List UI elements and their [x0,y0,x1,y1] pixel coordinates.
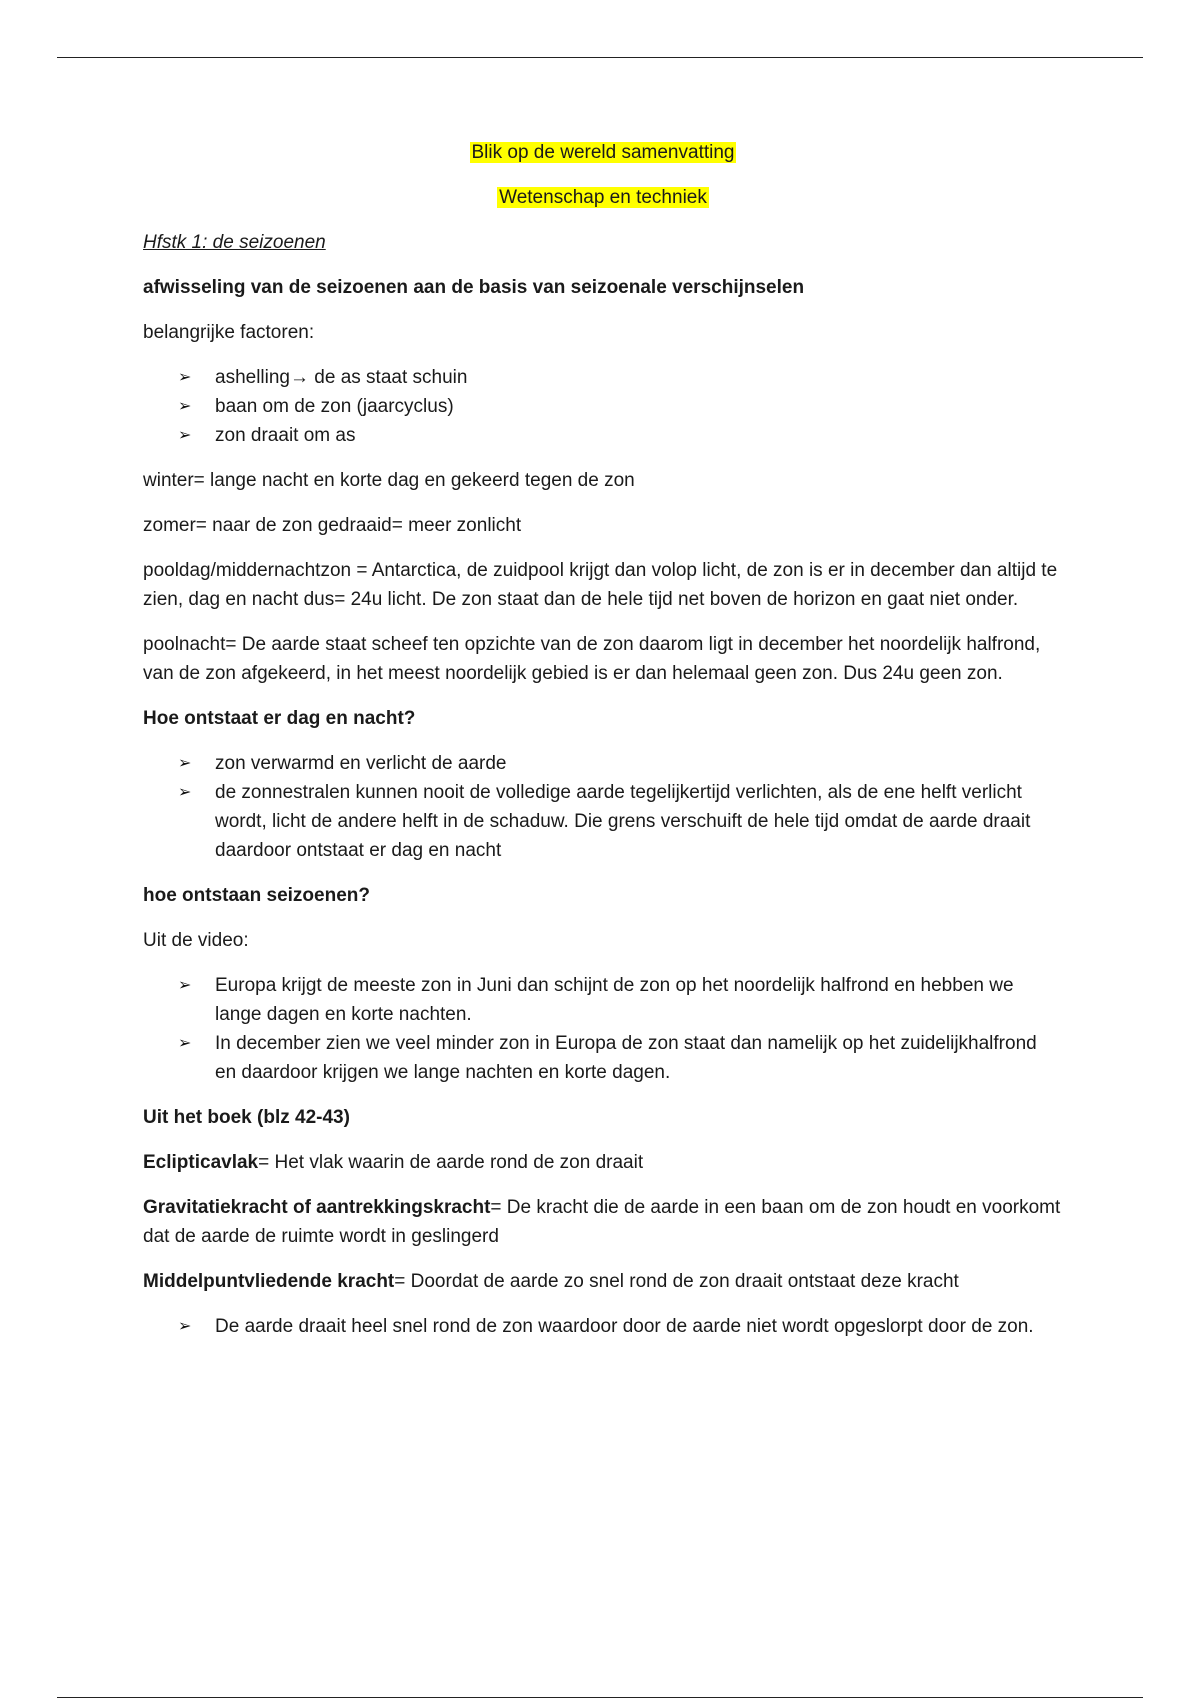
chapter-heading: Hfstk 1: de seizoenen [143,232,326,253]
arrow-bullet-icon: ➢ [178,427,192,444]
list-item-text: In december zien we veel minder zon in Europa de zon staat dan namelijk op het zuidelijkhalfrond en daardoor krijgen we lange nachten en korte dagen. [215,1033,1037,1083]
arrow-bullet-icon: ➢ [178,977,192,994]
day-night-list [143,749,1063,865]
list-item [178,1312,1063,1341]
centrifugal-definition [143,1267,1063,1296]
gravitation-definition [143,1193,1063,1251]
centrifugal-list [143,1312,1063,1341]
list-item [178,749,1063,778]
section-heading-book: Uit het boek (blz 42-43) [143,1107,350,1128]
arrow-bullet-icon: ➢ [178,755,192,772]
list-item [178,778,1063,865]
arrow-bullet-icon: ➢ [178,398,192,415]
footer-rule [57,1697,1143,1698]
list-item [178,363,1063,392]
ecliptica-text: = Het vlak waarin de aarde rond de zon draait [258,1152,644,1173]
gravitation-text: = De kracht die de aarde in een baan om de zon houdt en voorkomt dat de aarde de ruimte wordt in geslingerd [143,1197,1061,1247]
list-item [178,971,1063,1029]
gravitation-term: Gravitatiekracht of aantrekkingskracht [143,1197,491,1218]
arrow-bullet-icon: ➢ [178,784,192,801]
arrow-bullet-icon: ➢ [178,1035,192,1052]
list-item-text: De aarde draait heel snel rond de zon waardoor door de aarde niet wordt opgeslorpt door de zon. [215,1316,1034,1337]
list-item [178,392,1063,421]
factors-list [143,363,1063,450]
centrifugal-term: Middelpuntvliedende kracht [143,1271,395,1292]
list-item-text: ashelling→ de as staat schuin [215,367,468,388]
ecliptica-definition [143,1148,1063,1177]
section-heading-seasons: afwisseling van de seizoenen aan de basis van seizoenale verschijnselen [143,277,805,298]
video-label: Uit de video: [143,930,249,951]
winter-paragraph: winter= lange nacht en korte dag en gekeerd tegen de zon [143,470,635,491]
arrow-bullet-icon: ➢ [178,1318,192,1335]
factors-label: belangrijke factoren: [143,322,315,343]
list-item-text: de zonnestralen kunnen nooit de volledige aarde tegelijkertijd verlichten, als de ene helft verlicht wordt, licht de andere helft in de schaduw. Die grens verschuift de hele tijd omdat de aarde draait daardoor ontstaat er dag en nacht [215,782,1031,861]
ecliptica-term: Eclipticavlak [143,1152,259,1173]
list-item-text: zon verwarmd en verlicht de aarde [215,753,507,774]
arrow-bullet-icon: ➢ [178,369,192,386]
video-list [143,971,1063,1087]
poolnacht-paragraph: poolnacht= De aarde staat scheef ten opzichte van de zon daarom ligt in december het noordelijk halfrond, van de zon afgekeerd, in het meest noordelijk gebied is er dan helemaal geen zon. Dus 24u geen zon. [143,634,1041,684]
list-item-text: baan om de zon (jaarcyclus) [215,396,454,417]
header-rule [57,57,1143,58]
list-item-text: zon draait om as [215,425,356,446]
pooldag-paragraph: pooldag/middernachtzon = Antarctica, de zuidpool krijgt dan volop licht, de zon is er in december dan altijd te zien, dag en nacht dus= 24u licht. De zon staat dan de hele tijd net boven de horizon en gaat niet onder. [143,560,1058,610]
section-heading-day-night: Hoe ontstaat er dag en nacht? [143,708,416,729]
section-heading-how-seasons: hoe ontstaan seizoenen? [143,885,370,906]
list-item [178,1029,1063,1087]
centrifugal-text: = Doordat de aarde zo snel rond de zon draait ontstaat deze kracht [394,1271,959,1292]
zomer-paragraph: zomer= naar de zon gedraaid= meer zonlicht [143,515,522,536]
list-item-text: Europa krijgt de meeste zon in Juni dan schijnt de zon op het noordelijk halfrond en hebben we lange dagen en korte nachten. [215,975,1014,1025]
document-page [143,138,1063,1357]
list-item [178,421,1063,450]
document-title: Blik op de wereld samenvatting [471,142,735,163]
document-subtitle: Wetenschap en techniek [499,187,707,208]
